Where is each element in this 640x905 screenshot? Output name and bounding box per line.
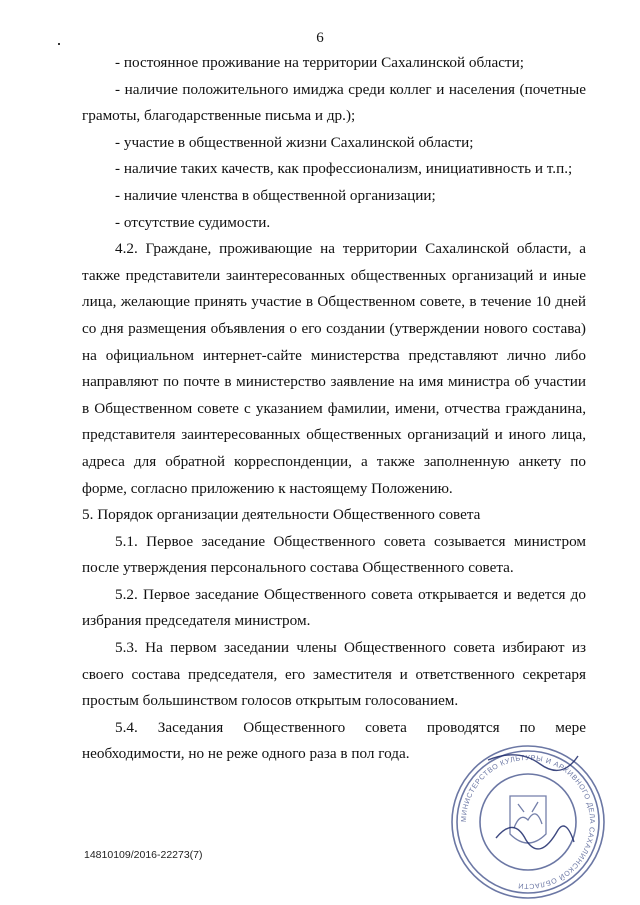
paragraph-5-2: 5.2. Первое заседание Общественного совета открывается и ведется до избрания председателя министром. — [82, 585, 586, 630]
page-number: 6 — [316, 30, 324, 46]
paragraph-4-2: 4.2. Граждане, проживающие на территории Сахалинской области, а также представители заинтересованных общественных организаций и иные лица, желающие принять участие в Общественном совете, в течение 10 дней со дня размещения объявления о его создании (утверждении нового состава) на официальном интернет-сайте министерства представляют лично либо направляют по почте в министерство заявление на имя министра об участии в Общественном совете с указанием фамилии, имени, отчества гражданина, представителя заинтересованных общественных организаций и иного лица, адреса для обратной корреспонденции, а также заполненную анкету по форме, согласно приложению к настоящему Положению. — [82, 240, 586, 497]
svg-text:МИНИСТЕРСТВО КУЛЬТУРЫ И АРХИВН — [459, 753, 597, 891]
criteria-item: - наличие таких качеств, как профессионализм, инициативность и т.п.; — [115, 160, 573, 178]
criteria-item: - участие в общественной жизни Сахалинской области; — [115, 133, 474, 151]
page-body — [82, 50, 586, 768]
criteria-item: - отсутствие судимости. — [115, 213, 271, 231]
seal-emblem-icon — [510, 796, 546, 843]
criteria-item: - наличие положительного имиджа среди коллег и населения (почетные грамоты, благодарственные письма и др.); — [82, 80, 586, 125]
seal-ring-text: МИНИСТЕРСТВО КУЛЬТУРЫ И АРХИВНОГО ДЕЛА САХАЛИНСКОЙ ОБЛАСТИ — [458, 752, 598, 892]
criteria-item: - наличие членства в общественной организации; — [115, 186, 436, 204]
section-5-heading: 5. Порядок организации деятельности Общественного совета — [82, 506, 481, 524]
document-registration-code: 14810109/2016-22273(7) — [84, 849, 203, 861]
paragraph-5-3: 5.3. На первом заседании члены Общественного совета избирают из своего состава председателя, его заместителя и ответственного секретаря простым большинством голосов открытым голосованием. — [82, 639, 586, 710]
paragraph-5-1: 5.1. Первое заседание Общественного совета созывается министром после утверждения персонального состава Общественного совета. — [82, 532, 586, 577]
signature-stroke — [488, 755, 578, 849]
paragraph-5-4: 5.4. Заседания Общественного совета проводятся по мере необходимости, но не реже одного раза в пол года. — [82, 718, 586, 763]
criteria-item: - постоянное проживание на территории Сахалинской области; — [115, 54, 524, 71]
